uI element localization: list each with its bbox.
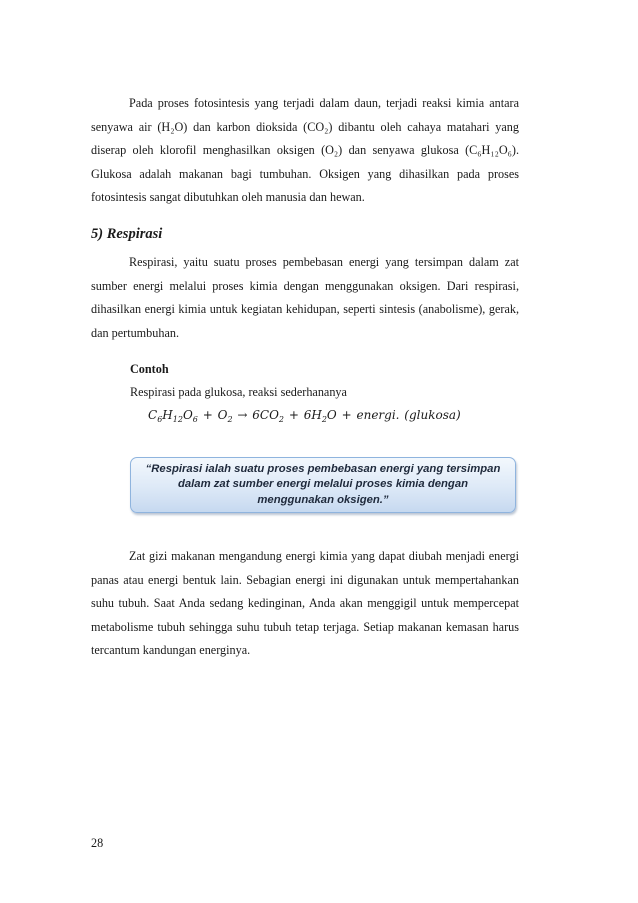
- plus-sign: +: [202, 408, 213, 422]
- example-intro: Respirasi pada glukosa, reaksi sederhananya: [130, 385, 347, 399]
- page-number: 28: [91, 836, 104, 850]
- reaction-arrow: →: [237, 408, 248, 422]
- plus-sign: +: [288, 408, 299, 422]
- paragraph-fotosintesis: Pada proses fotosintesis yang terjadi dalam daun, terjadi reaksi kimia antara senyawa air (H₂O) dan karbon dioksida (CO₂) dibantu oleh cahaya matahari yang diserap oleh klorofil menghasilkan oksigen (O₂) dan senyawa glukosa (C₆H₁₂O₆). Glukosa adalah makanan bagi tumbuhan. Oksigen yang dihasilkan pada proses fotosintesis sangat dibutuhkan oleh manusia dan hewan.: [91, 96, 519, 204]
- reactant-oxygen: $O_2$: [217, 408, 233, 424]
- product-carbon-dioxide: $6CO_2$: [252, 408, 284, 424]
- product-energy: energi. (glukosa): [356, 408, 461, 422]
- section-heading: 5) Respirasi: [91, 226, 163, 242]
- plus-sign: +: [341, 408, 352, 422]
- paragraph-zat-gizi: Zat gizi makanan mengandung energi kimia yang dapat diubah menjadi energi panas atau energi bentuk lain. Sebagian energi ini digunakan untuk mempertahankan suhu tubuh. Saat Anda sedang kedinginan, Anda akan menggigil untuk mempercepat metabolisme tubuh sehingga suhu tubuh tetap terjaga. Setiap makanan kemasan harus tercantum kandungan energinya.: [91, 549, 519, 657]
- reactant-glucose: $C_6H_{12}O_6$: [148, 408, 198, 424]
- chemical-equation: [148, 404, 461, 431]
- product-water: $6H_2O$: [303, 408, 337, 424]
- definition-callout-box: [130, 457, 516, 513]
- callout-text: “Respirasi ialah suatu proses pembebasan energi yang tersimpan dalam zat sumber energi melalui proses kimia dengan menggunakan oksigen.”: [145, 462, 501, 506]
- example-label: Contoh: [130, 362, 169, 376]
- paragraph-respirasi: Respirasi, yaitu suatu proses pembebasan energi yang tersimpan dalam zat sumber energi melalui proses kimia dengan menggunakan oksigen. Dari respirasi, dihasilkan energi kimia untuk kegiatan kehidupan, seperti sintesis (anabolisme), gerak, dan pertumbuhan.: [91, 255, 519, 340]
